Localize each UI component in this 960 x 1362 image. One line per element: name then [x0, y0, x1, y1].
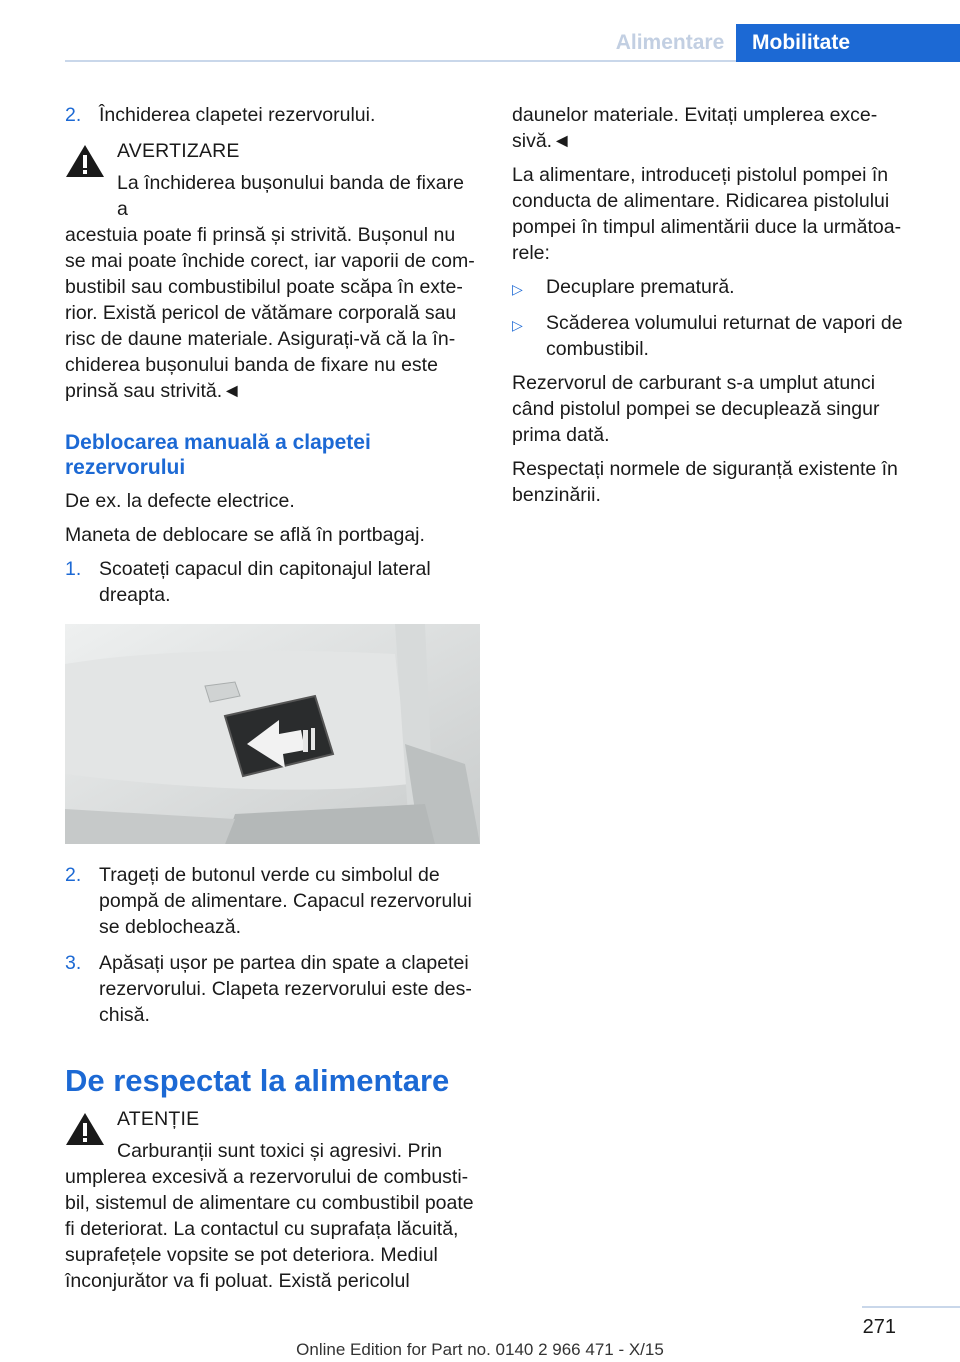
step-number: 1. — [65, 558, 82, 580]
list-item — [512, 274, 912, 302]
warning-first-line: La închiderea bușonului banda de fixare a — [117, 172, 464, 220]
step-number: 3. — [65, 952, 82, 974]
step-1 — [65, 556, 480, 608]
list-item-text: Decuplare prematură. — [546, 276, 735, 298]
triangle-bullet-icon: ▷ — [512, 317, 523, 333]
warning-body: acestuia poate fi prinsă și strivită. Bușonul nu se mai poate închide corect, iar vaporii de com‐bustibil sau combustibilul poate scăpa în exte‐rior. Există pericol de vătămare corporală sau risc de daune materiale. Asigurați-vă că la în‐chiderea bușonului banda de fixare nu este prinsă sau strivită.◄ — [65, 224, 475, 402]
step-number: 2. — [65, 104, 82, 126]
step-number: 2. — [65, 864, 82, 886]
caution-first-line: Carburanții sunt toxici și agresivi. Prin — [117, 1140, 443, 1162]
edition-note: Online Edition for Part no. 0140 2 966 471 - X/15 — [296, 1340, 664, 1359]
warning-block — [65, 138, 480, 404]
trunk-side-panel-photo — [65, 624, 480, 844]
paragraph-continued: daunelor materiale. Evitați umplerea exce‐sivă.◄ — [512, 104, 878, 152]
step-2 — [65, 862, 480, 940]
warning-triangle-icon — [65, 1112, 105, 1146]
footer-rule — [862, 1306, 960, 1308]
paragraph: Maneta de deblocare se află în portbagaj. — [65, 524, 425, 546]
caution-block — [65, 1106, 480, 1294]
caution-title: ATENȚIE — [117, 1108, 200, 1130]
right-column — [512, 102, 912, 516]
section-title: Deblocarea manuală a clapetei rezervorului — [65, 431, 371, 479]
step-text: Trageți de butonul verde cu simbolul de pompă de alimentare. Capacul rezervorului se deblochează. — [99, 864, 472, 938]
chapter-title: De respectat la alimentare — [65, 1063, 450, 1098]
warning-title: AVERTIZARE — [117, 140, 240, 162]
tab-alimentare[interactable]: Alimentare — [615, 31, 725, 54]
list-item — [512, 310, 912, 362]
step-text: Închiderea clapetei rezervorului. — [99, 104, 376, 126]
caution-body: umplerea excesivă a rezervorului de combusti‐bil, sistemul de alimentare cu combustibil poate fi deteriorat. La contactul cu suprafața lăcuită, suprafețele vopsite se pot deteriora. Mediul înconjurător va fi poluat. Există pericolul — [65, 1166, 474, 1292]
step-text: Scoateți capacul din capitonajul lateral dreapta. — [99, 558, 431, 606]
paragraph: De ex. la defecte electrice. — [65, 490, 295, 512]
warning-triangle-icon — [65, 144, 105, 178]
step-3 — [65, 950, 480, 1028]
paragraph: La alimentare, introduceți pistolul pompei în conducta de alimentare. Ridicarea pistolului pompei în timpul alimentării duce la următoa‐rele: — [512, 164, 902, 264]
tab-mobilitate[interactable]: Mobilitate — [736, 24, 960, 62]
page-number: 271 — [862, 1316, 896, 1338]
triangle-bullet-icon: ▷ — [512, 281, 523, 297]
paragraph: Respectați normele de siguranță existente în benzinării. — [512, 458, 898, 506]
step-closing — [65, 102, 480, 128]
left-column — [65, 102, 480, 1302]
list-item-text: Scăderea volumului returnat de vapori de combustibil. — [546, 312, 903, 360]
paragraph: Rezervorul de carburant s-a umplut atunci când pistolul pompei se decuplează singur prima dată. — [512, 372, 880, 446]
step-text: Apăsați ușor pe partea din spate a clapetei rezervorului. Clapeta rezervorului este des‐chisă. — [99, 952, 472, 1026]
